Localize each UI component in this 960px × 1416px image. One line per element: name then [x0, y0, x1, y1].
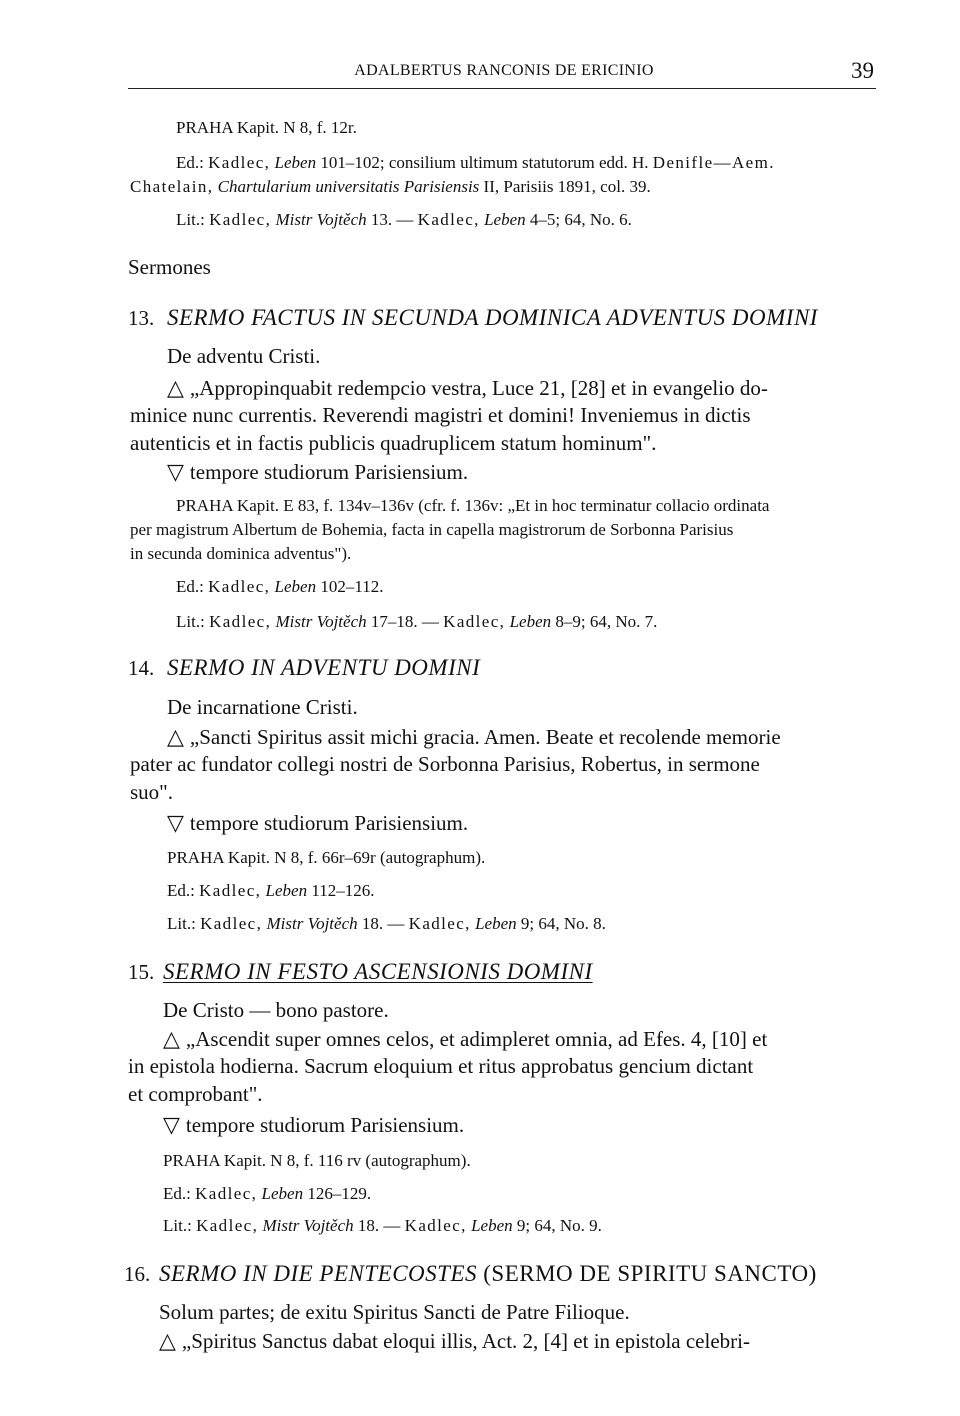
incipit-text: „Ascendit super omnes celos, et adimpleret omnia, ad Efes. 4, [10] et — [185, 1027, 768, 1051]
entry-title: SERMO FACTUS IN SECUNDA DOMINICA ADVENTUS DOMINI — [167, 305, 818, 330]
literature-label: Lit.: — [176, 612, 205, 631]
header-rule — [128, 88, 876, 89]
edition-work-2: Chartularium universitatis Parisiensis — [217, 177, 480, 196]
literature-author-2: Kadlec, — [408, 914, 471, 933]
running-title: ADALBERTUS RANCONIS DE ERICINIO — [354, 62, 654, 79]
literature-line — [167, 914, 606, 934]
entry-title: SERMO IN ADVENTU DOMINI — [167, 655, 481, 680]
literature-author-2: Kadlec, — [417, 210, 480, 229]
incipit-line: et comprobant". — [128, 1082, 263, 1106]
section-heading: Sermones — [128, 255, 211, 279]
literature-work: Mistr Vojtěch — [262, 1216, 354, 1235]
entry-number: 16. — [124, 1262, 151, 1286]
edition-line — [176, 577, 383, 597]
entry-number: 14. — [128, 656, 155, 680]
edition-line — [167, 881, 374, 901]
triangle-down-icon: ▽ — [167, 459, 184, 484]
literature-author: Kadlec, — [200, 914, 263, 933]
incipit-line: pater ac fundator collegi nostri de Sorbonna Parisius, Robertus, in sermone — [130, 752, 760, 776]
edition-line-2 — [130, 177, 651, 197]
edition-work: Leben — [265, 881, 308, 900]
triangle-up-icon: △ — [159, 1328, 176, 1353]
source-line: PRAHA Kapit. N 8, f. 116 rv (autographum). — [163, 1151, 471, 1170]
triangle-down-icon: ▽ — [163, 1112, 180, 1137]
edition-rest-2: II, Parisiis 1891, col. 39. — [483, 177, 651, 196]
literature-rest: 18. — — [361, 914, 405, 933]
source-line: PRAHA Kapit. E 83, f. 134v–136v (cfr. f. 136v: „Et in hoc terminatur collacio ordinata — [176, 496, 770, 515]
literature-work: Mistr Vojtěch — [275, 210, 367, 229]
literature-work-2: Leben — [471, 1216, 513, 1235]
incipit-line: suo". — [130, 780, 173, 804]
literature-rest-2: 9; 64, No. 8. — [520, 914, 606, 933]
literature-work: Mistr Vojtěch — [266, 914, 358, 933]
edition-work: Leben — [261, 1184, 304, 1203]
triangle-up-icon: △ — [167, 724, 184, 749]
literature-author: Kadlec, — [209, 612, 272, 631]
edition-rest: 101–102; consilium ultimum statutorum edd. H. — [320, 153, 649, 172]
entry-subject: De adventu Cristi. — [167, 344, 321, 368]
literature-rest: 17–18. — — [370, 612, 439, 631]
edition-label: Ed.: — [176, 577, 204, 596]
explicit-line — [167, 459, 468, 485]
literature-line — [176, 612, 657, 632]
edition-work: Leben — [274, 577, 317, 596]
literature-rest: 13. — — [370, 210, 414, 229]
literature-line — [163, 1216, 602, 1236]
entry-subject: De Cristo — bono pastore. — [163, 998, 389, 1022]
explicit-line — [167, 810, 468, 836]
literature-work-2: Leben — [509, 612, 552, 631]
literature-author-2: Kadlec, — [443, 612, 506, 631]
literature-rest-2: 4–5; 64, No. 6. — [529, 210, 632, 229]
incipit-text: „Sancti Spiritus assit michi gracia. Amen. Beate et recolende memorie — [189, 725, 781, 749]
explicit-text: tempore studiorum Parisiensium. — [185, 1113, 465, 1137]
incipit-text: „Appropinquabit redempcio vestra, Luce 21, [28] et in evangelio do- — [189, 376, 768, 400]
edition-rest: 102–112. — [320, 577, 384, 596]
entry-title-line — [159, 1261, 817, 1287]
entry-title: SERMO IN FESTO ASCENSIONIS DOMINI — [163, 959, 593, 984]
page-number: 39 — [851, 58, 874, 83]
edition-rest: 112–126. — [311, 881, 375, 900]
edition-author: Kadlec, — [199, 881, 262, 900]
incipit-line — [163, 1026, 767, 1052]
entry-subject: De incarnatione Cristi. — [167, 695, 358, 719]
edition-line — [176, 153, 775, 173]
triangle-up-icon: △ — [163, 1026, 180, 1051]
incipit-text: „Spiritus Sanctus dabat eloqui illis, Act. 2, [4] et in epistola celebri- — [181, 1329, 750, 1353]
source-line: per magistrum Albertum de Bohemia, facta in capella magistrorum de Sorbonna Parisius — [130, 520, 734, 539]
entry-title: SERMO IN DIE PENTECOSTES — [159, 1261, 478, 1286]
entry-subject: Solum partes; de exitu Spiritus Sancti de Patre Filioque. — [159, 1300, 630, 1324]
explicit-line — [163, 1112, 464, 1138]
literature-label: Lit.: — [163, 1216, 192, 1235]
incipit-line: in epistola hodierna. Sacrum eloquium et ritus approbatus gencium dictant — [128, 1054, 754, 1078]
incipit-line: autenticis et in factis publicis quadruplicem statum hominum". — [130, 431, 657, 455]
entry-number: 13. — [128, 306, 155, 330]
literature-label: Lit.: — [176, 210, 205, 229]
literature-author: Kadlec, — [209, 210, 272, 229]
triangle-down-icon: ▽ — [167, 810, 184, 835]
literature-author: Kadlec, — [196, 1216, 259, 1235]
incipit-line — [159, 1328, 750, 1354]
literature-rest: 18. — — [357, 1216, 401, 1235]
running-header — [130, 58, 878, 90]
literature-work-2: Leben — [475, 914, 517, 933]
literature-work-2: Leben — [484, 210, 526, 229]
explicit-text: tempore studiorum Parisiensium. — [189, 460, 469, 484]
edition-label: Ed.: — [167, 881, 195, 900]
literature-line — [176, 210, 632, 230]
edition-label: Ed.: — [176, 153, 204, 172]
source-line: PRAHA Kapit. N 8, f. 66r–69r (autographum). — [167, 848, 486, 867]
literature-rest-2: 9; 64, No. 9. — [516, 1216, 602, 1235]
edition-author: Kadlec, — [195, 1184, 258, 1203]
edition-line — [163, 1184, 371, 1204]
literature-author-2: Kadlec, — [404, 1216, 467, 1235]
edition-work: Leben — [274, 153, 317, 172]
edition-rest: 126–129. — [307, 1184, 372, 1203]
incipit-line — [167, 724, 781, 750]
incipit-line — [167, 375, 768, 401]
literature-label: Lit.: — [167, 914, 196, 933]
edition-label: Ed.: — [163, 1184, 191, 1203]
entry-number: 15. — [128, 960, 155, 984]
entry-title-suffix: (SERMO DE SPIRITU SANCTO) — [483, 1261, 817, 1286]
source-location: PRAHA Kapit. N 8, f. 12r. — [176, 118, 357, 137]
literature-rest-2: 8–9; 64, No. 7. — [555, 612, 658, 631]
source-line: in secunda dominica adventus"). — [130, 544, 352, 563]
incipit-line: minice nunc currentis. Reverendi magistri et domini! Inveniemus in dictis — [130, 403, 751, 427]
triangle-up-icon: △ — [167, 375, 184, 400]
edition-author: Kadlec, — [208, 153, 271, 172]
edition-author-3: Chatelain, — [130, 177, 214, 196]
literature-work: Mistr Vojtěch — [275, 612, 367, 631]
explicit-text: tempore studiorum Parisiensium. — [189, 811, 469, 835]
edition-author: Kadlec, — [208, 577, 271, 596]
edition-author-2: Denifle—Aem. — [652, 153, 775, 172]
